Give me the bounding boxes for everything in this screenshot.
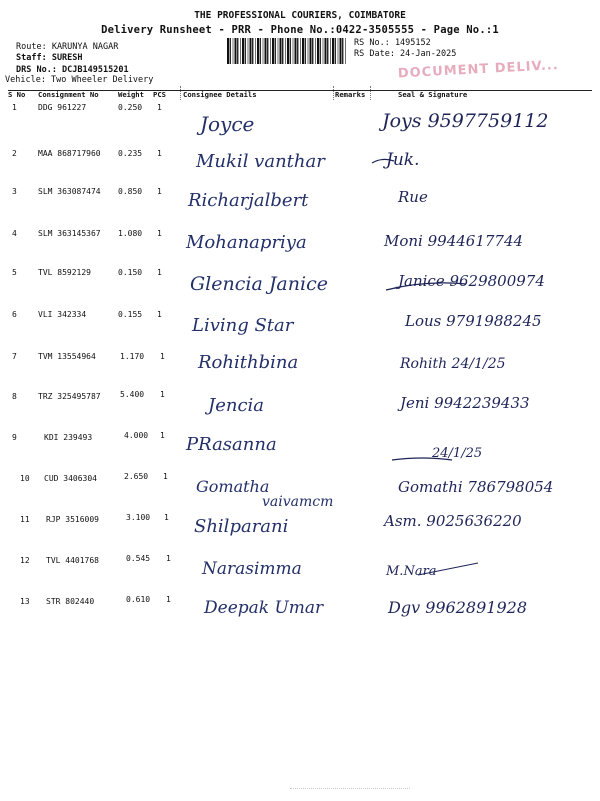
row-weight: 1.080	[118, 229, 143, 238]
row-weight: 0.850	[118, 187, 143, 196]
col-weight: Weight	[118, 90, 144, 99]
row-consignment: TVL 8592129	[38, 268, 91, 277]
col-sno: S No	[8, 90, 26, 99]
row-consignee-handwritten: Jencia	[208, 395, 265, 416]
row-signature: Joys 9597759112	[382, 110, 549, 132]
row-pcs: 1	[157, 187, 162, 196]
staff-label: Staff: SURESH	[16, 53, 83, 63]
row-weight: 2.650	[124, 472, 149, 481]
runsheet-title: Delivery Runsheet - PRR - Phone No.:0422-3505555 - Page No.:1	[101, 24, 499, 36]
row-signature: Jeni 9942239433	[400, 394, 530, 412]
row-sno: 9	[12, 433, 17, 442]
row-consignee-handwritten: Living Star	[192, 315, 294, 336]
footer-mark	[290, 788, 410, 801]
row-consignment: RJP 3516009	[46, 515, 99, 524]
vehicle-label: Vehicle: Two Wheeler Delivery	[5, 75, 154, 85]
row-consignment: TRZ 325495787	[38, 392, 101, 401]
row-signature: Asm. 9025636220	[384, 512, 522, 530]
row-consignee-handwritten: Mohanapriya	[186, 232, 307, 253]
row-sno: 13	[20, 597, 30, 606]
row-weight: 1.170	[120, 352, 145, 361]
row-consignment: SLM 363145367	[38, 229, 101, 238]
row-consignment: TVM 13554964	[38, 352, 96, 361]
row-consignee-handwritten: Narasimma	[202, 559, 302, 579]
row-pcs: 1	[160, 352, 165, 361]
row-sno: 6	[12, 310, 17, 319]
row-consignment: MAA 868717960	[38, 149, 101, 158]
delivery-stamp: DOCUMENT DELIV...	[397, 58, 560, 82]
row-sno: 10	[20, 474, 30, 483]
row-pcs: 1	[163, 472, 168, 481]
row-consignee-handwritten: PRasanna	[186, 434, 277, 455]
row-weight: 0.235	[118, 149, 143, 158]
row-pcs: 1	[157, 103, 162, 112]
col-consignment: Consignment No	[38, 90, 99, 99]
row-pcs: 1	[157, 229, 162, 238]
row-signature: Juk.	[386, 150, 420, 170]
row-pcs: 1	[157, 268, 162, 277]
row-sno: 7	[12, 352, 17, 361]
row-pcs: 1	[164, 513, 169, 522]
row-consignee-handwritten: Shilparani	[194, 516, 289, 537]
rs-number: RS No.: 1495152	[354, 38, 431, 48]
row-weight: 0.610	[126, 595, 151, 604]
row-signature: 24/1/25	[432, 446, 483, 461]
row-sno: 1	[12, 103, 17, 112]
row-weight: 0.155	[118, 310, 143, 319]
row-consignment: KDI 239493	[44, 433, 93, 442]
row-signature: Lous 9791988245	[405, 312, 542, 330]
row-sno: 12	[20, 556, 30, 565]
row-consignment: TVL 4401768	[46, 556, 99, 565]
row-weight: 0.545	[126, 554, 151, 563]
row-consignment: STR 802440	[46, 597, 95, 606]
row-sno: 2	[12, 149, 17, 158]
row-pcs: 1	[160, 390, 165, 399]
row-consignment: SLM 363087474	[38, 187, 101, 196]
row-pcs: 1	[157, 149, 162, 158]
row-signature: Moni 9944617744	[384, 232, 524, 250]
route-label: Route: KARUNYA NAGAR	[16, 42, 119, 52]
row-signature: Rue	[398, 188, 428, 206]
row-weight: 5.400	[120, 390, 145, 399]
row-pcs: 1	[166, 595, 171, 604]
row-signature: Gomathi 786798054	[398, 478, 554, 496]
row-signature: Janice 9629800974	[398, 272, 545, 290]
drs-number: DRS No.: DCJB149515201	[16, 65, 129, 75]
company-name: THE PROFESSIONAL COURIERS, COIMBATORE	[194, 10, 406, 21]
row-pcs: 1	[166, 554, 171, 563]
row-weight: 0.150	[118, 268, 143, 277]
row-signature: Dgv 9962891928	[388, 598, 527, 617]
rs-date: RS Date: 24-Jan-2025	[354, 49, 457, 59]
row-sno: 3	[12, 187, 17, 196]
row-consignee-line2: vaivamcm	[262, 494, 334, 510]
row-consignment: VLI 342334	[38, 310, 87, 319]
row-weight: 0.250	[118, 103, 143, 112]
col-seal: Seal & Signature	[398, 90, 468, 99]
col-remarks: Remarks	[335, 90, 366, 99]
col-consignee: Consignee Details	[183, 90, 257, 99]
row-consignee-handwritten: Deepak Umar	[204, 598, 324, 618]
row-sno: 4	[12, 229, 17, 238]
row-weight: 3.100	[126, 513, 151, 522]
col-pcs: PCS	[153, 90, 166, 99]
row-consignment: DDG 961227	[38, 103, 87, 112]
row-consignment: CUD 3406304	[44, 474, 97, 483]
row-consignee-line1: Gomatha	[196, 477, 270, 496]
row-sno: 5	[12, 268, 17, 277]
row-signature: M.Nara	[386, 564, 437, 579]
row-signature: Rohith 24/1/25	[400, 356, 506, 372]
row-pcs: 1	[160, 431, 165, 440]
row-weight: 4.000	[124, 431, 149, 440]
row-sno: 11	[20, 515, 30, 524]
row-consignee-handwritten: Joyce	[200, 112, 255, 136]
row-sno: 8	[12, 392, 17, 401]
row-consignee-handwritten: Rohithbina	[198, 352, 299, 373]
row-pcs: 1	[157, 310, 162, 319]
row-consignee-handwritten: Glencia Janice	[190, 273, 328, 295]
row-consignee-handwritten: Richarjalbert	[188, 190, 309, 211]
row-consignee-handwritten: Mukil vanthar	[196, 151, 325, 172]
